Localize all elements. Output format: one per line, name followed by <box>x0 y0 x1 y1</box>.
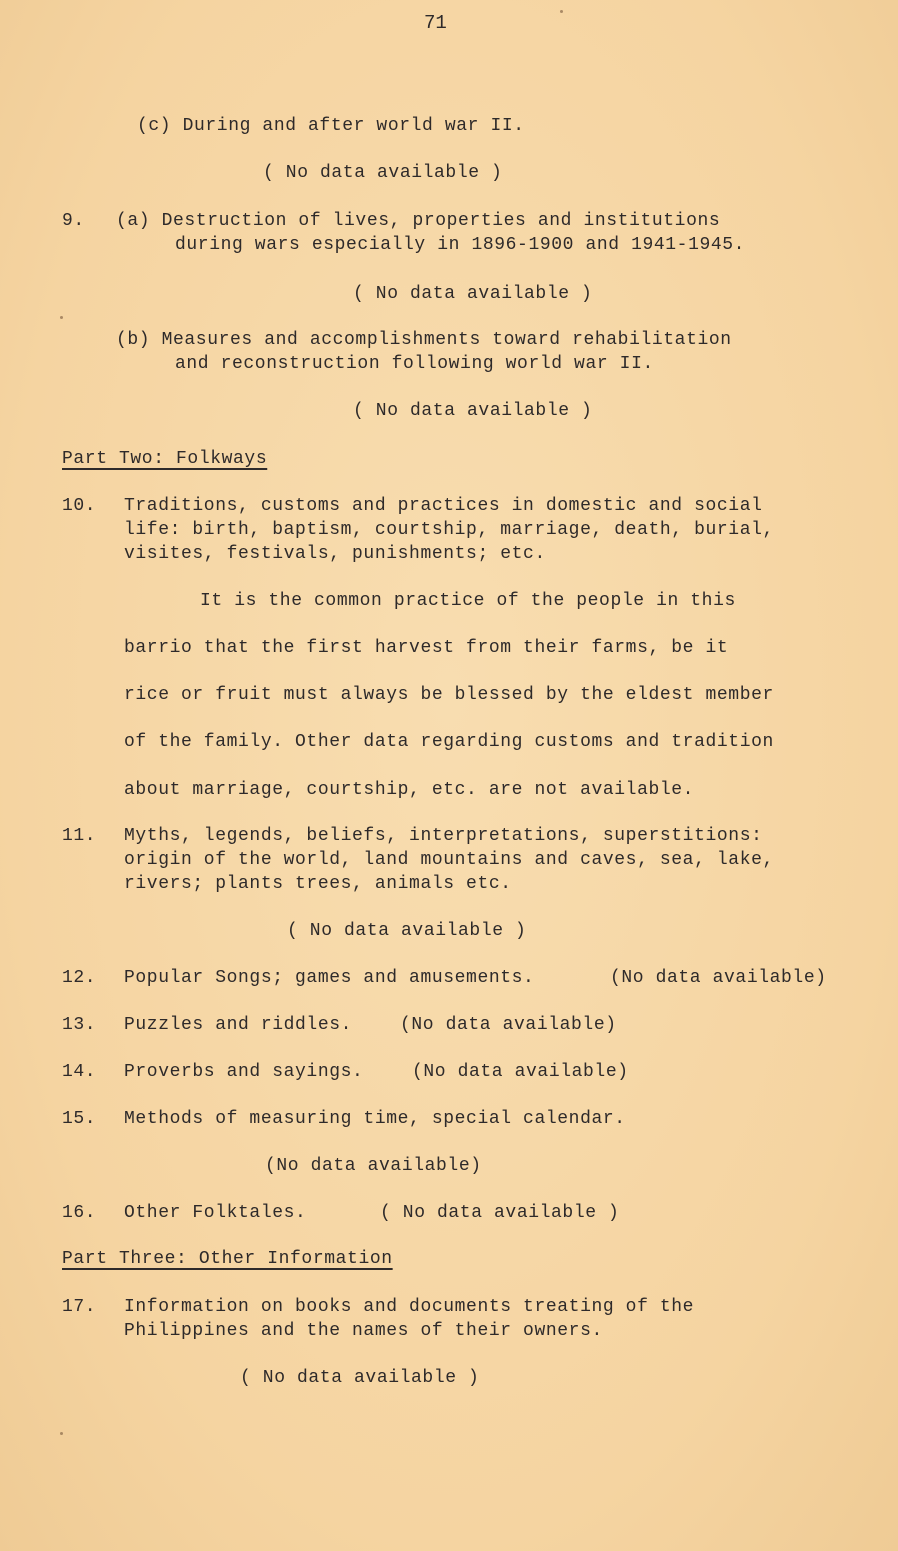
item-11-line3: rivers; plants trees, animals etc. <box>124 874 512 894</box>
item-17-line2: Philippines and the names of their owners. <box>124 1321 603 1341</box>
item-11-line2: origin of the world, land mountains and caves, sea, lake, <box>124 850 774 870</box>
item-number: 10. <box>62 496 97 516</box>
item-10-line3: visites, festivals, punishments; etc. <box>124 544 546 564</box>
item-9b-line1: (b) Measures and accomplishments toward rehabilitation <box>116 330 732 350</box>
item-10-paragraph-line4: of the family. Other data regarding customs and tradition <box>124 732 774 752</box>
item-9a-line1: (a) Destruction of lives, properties and institutions <box>116 211 721 231</box>
item-16-text: Other Folktales. <box>124 1203 307 1223</box>
no-data-note: ( No data available ) <box>380 1203 620 1223</box>
item-number: 16. <box>62 1203 97 1223</box>
no-data-note: (No data available) <box>400 1015 617 1035</box>
page-number: 71 <box>424 12 447 34</box>
item-number: 11. <box>62 826 97 846</box>
item-number: 17. <box>62 1297 97 1317</box>
paper-speck <box>560 10 563 13</box>
item-13-text: Puzzles and riddles. <box>124 1015 353 1035</box>
item-10-paragraph-line5: about marriage, courtship, etc. are not available. <box>124 780 695 800</box>
item-number: 9. <box>62 211 85 231</box>
no-data-note: ( No data available ) <box>287 921 527 941</box>
part-two-heading: Part Two: Folkways <box>62 449 268 469</box>
item-10-paragraph-line2: barrio that the first harvest from their farms, be it <box>124 638 729 658</box>
item-14-text: Proverbs and sayings. <box>124 1062 364 1082</box>
item-10-line2: life: birth, baptism, courtship, marriage, death, burial, <box>124 520 774 540</box>
no-data-note: ( No data available ) <box>353 401 593 421</box>
item-11-line1: Myths, legends, beliefs, interpretations, superstitions: <box>124 826 763 846</box>
item-number: 14. <box>62 1062 97 1082</box>
item-9a-line2: during wars especially in 1896-1900 and 1941-1945. <box>175 235 746 255</box>
item-number: 12. <box>62 968 97 988</box>
item-10-line1: Traditions, customs and practices in domestic and social <box>124 496 763 516</box>
item-9b-line2: and reconstruction following world war II. <box>175 354 654 374</box>
item-number: 13. <box>62 1015 97 1035</box>
item-15-text: Methods of measuring time, special calendar. <box>124 1109 626 1129</box>
item-10-paragraph-line1: It is the common practice of the people in this <box>200 591 736 611</box>
paper-speck <box>60 316 63 319</box>
no-data-note: (No data available) <box>412 1062 629 1082</box>
part-three-heading: Part Three: Other Information <box>62 1249 393 1269</box>
item-number: 15. <box>62 1109 97 1129</box>
item-c-ww2: (c) During and after world war II. <box>137 116 525 136</box>
no-data-note: (No data available) <box>610 968 827 988</box>
no-data-note: ( No data available ) <box>353 284 593 304</box>
no-data-note: ( No data available ) <box>263 163 503 183</box>
item-17-line1: Information on books and documents treating of the <box>124 1297 695 1317</box>
no-data-note: ( No data available ) <box>240 1368 480 1388</box>
no-data-note: (No data available) <box>265 1156 482 1176</box>
item-10-paragraph-line3: rice or fruit must always be blessed by the eldest member <box>124 685 774 705</box>
item-12-text: Popular Songs; games and amusements. <box>124 968 535 988</box>
paper-speck <box>60 1432 63 1435</box>
